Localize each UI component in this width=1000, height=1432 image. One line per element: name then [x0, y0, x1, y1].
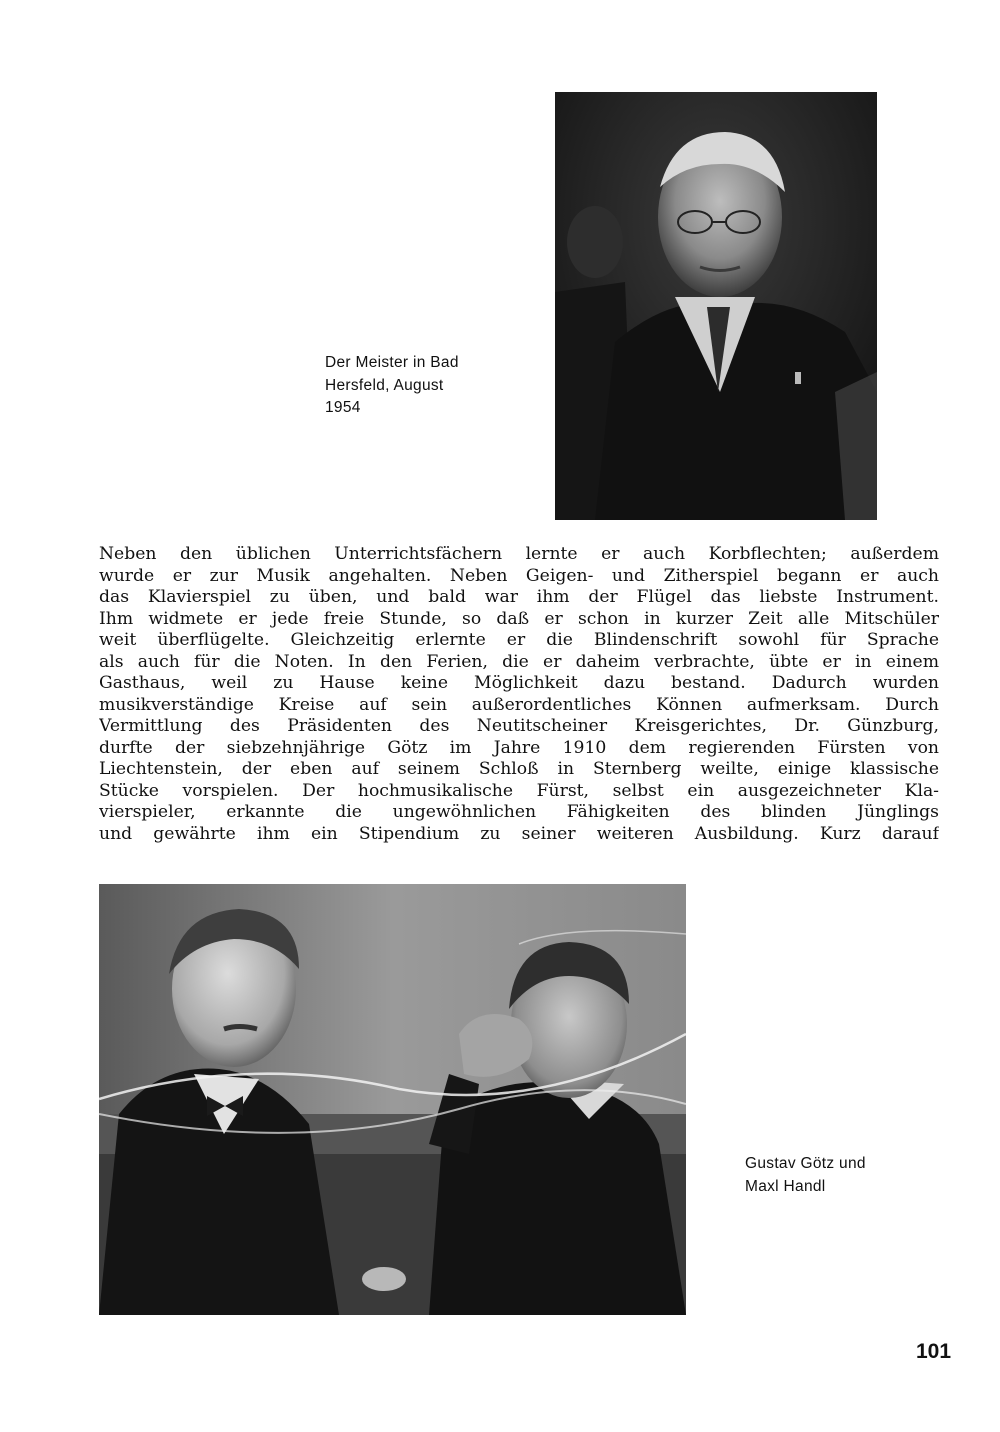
text-line: das Klavierspiel zu üben, und bald war ihm der Flügel das liebste Instrument. [99, 587, 939, 607]
bottom-photo-caption [745, 1152, 925, 1198]
text-line: wurde er zur Musik angehalten. Neben Geigen- und Zitherspiel begann er auch [99, 565, 939, 586]
page-number: 101 [916, 1340, 952, 1363]
text-line: und gewährte ihm ein Stipendium zu seiner weiteren Ausbildung. Kurz darauf [99, 823, 939, 844]
photo-meister-bad-hersfeld [555, 92, 877, 520]
body-paragraph [99, 544, 939, 845]
caption-line: Der Meister in Bad [325, 354, 459, 371]
caption-line: Maxl Handl [745, 1178, 826, 1195]
text-line: als auch für die Noten. In den Ferien, die er daheim verbrachte, übte er in einem [99, 651, 939, 672]
text-line: vierspieler, erkannte die ungewöhnlichen Fähigkeiten des blinden Jünglings [99, 802, 939, 822]
text-line: Stücke vorspielen. Der hochmusikalische Fürst, selbst ein ausgezeichneter Kla- [99, 780, 939, 801]
text-line: durfte der siebzehnjährige Götz im Jahre 1910 dem regierenden Fürsten von [99, 737, 939, 758]
double-portrait-photo-image [99, 884, 686, 1315]
portrait-photo-image [555, 92, 877, 520]
caption-line: Hersfeld, August [325, 376, 444, 394]
caption-line: Gustav Götz und [745, 1155, 866, 1172]
text-line: Gasthaus, weil zu Hause keine Möglichkeit dazu bestand. Dadurch wurden [99, 673, 939, 693]
photo-goetz-and-handl [99, 884, 686, 1315]
text-line: Neben den üblichen Unterrichtsfächern lernte er auch Korbflechten; außerdem [99, 544, 939, 564]
caption-line: 1954 [325, 399, 361, 416]
text-line: musikverständige Kreise auf sein außerordentliches Können aufmerksam. Durch [99, 694, 939, 715]
top-photo-caption [325, 352, 525, 420]
text-line: Vermittlung des Präsidenten des Neutitscheiner Kreisgerichtes, Dr. Günzburg, [99, 716, 939, 736]
text-line: Ihm widmete er jede freie Stunde, so daß er schon in kurzer Zeit alle Mitschüler [99, 608, 939, 629]
text-line: weit überflügelte. Gleichzeitig erlernte er die Blindenschrift sowohl für Sprache [99, 630, 939, 650]
text-line: Liechtenstein, der eben auf seinem Schloß in Sternberg weilte, einige klassische [99, 759, 939, 779]
